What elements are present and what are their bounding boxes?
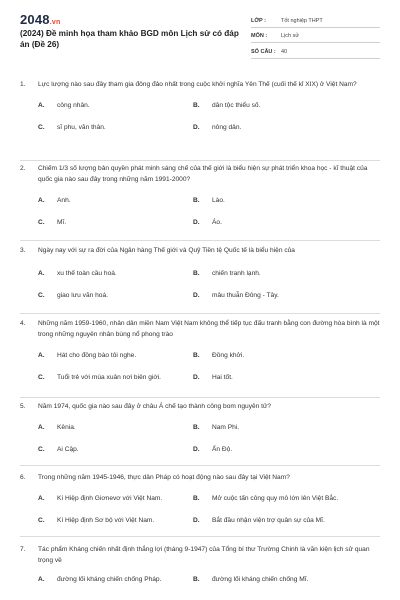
answer-option-a[interactable]: A. Kênia. (38, 423, 76, 431)
logo-main: 2048 (20, 12, 50, 27)
logo-suffix: .vn (49, 19, 61, 26)
question-text: Tác phẩm Kháng chiến nhất định thắng lợi (tháng 9-1947) của Tổng bí thư Trường Chinh là văn kiện lịch sử quan trọng về (38, 546, 370, 564)
question-text: Lực lượng nào sau đây tham gia đông đảo nhất trong cuộc khởi nghĩa Yên Thế (cuối thế kỉ XIX) ở Việt Nam? (38, 81, 357, 88)
answer-options (20, 572, 380, 586)
answer-option-a[interactable]: A. Hát cho đồng bào tôi nghe. (38, 351, 137, 359)
question-stem (20, 245, 380, 256)
question-item (20, 318, 380, 398)
question-number: 5. (20, 403, 26, 410)
question-text: Trong những năm 1945-1946, thực dân Pháp có hoạt động nào sau đây tại Việt Nam? (38, 474, 290, 481)
question-stem (20, 472, 380, 483)
site-logo[interactable] (20, 12, 60, 27)
question-number: 2. (20, 165, 26, 172)
question-number: 3. (20, 247, 26, 254)
answer-option-d[interactable]: D. Ấn Độ. (193, 445, 233, 453)
answer-options (20, 491, 380, 527)
question-item (20, 79, 380, 161)
answer-option-b[interactable]: B. Nam Phi. (193, 423, 240, 431)
answer-option-b[interactable]: B. Đồng khởi. (193, 351, 245, 359)
question-item (20, 472, 380, 537)
answer-option-b[interactable]: B. Mở cuộc tấn công quy mô lớn lên Việt Bắc. (193, 494, 339, 502)
question-number: 1. (20, 81, 26, 88)
question-stem (20, 544, 380, 566)
answer-option-c[interactable]: C. giao lưu văn hoá. (38, 291, 108, 299)
answer-option-a[interactable]: A. Kí Hiệp định Giơnevơ với Việt Nam. (38, 494, 163, 502)
question-item (20, 245, 380, 314)
question-stem (20, 163, 380, 185)
question-text: Những năm 1959-1960, nhân dân miền Nam Việt Nam không thể tiếp tục đấu tranh bằng con đường hòa bình là một trong những nguyên nhân bùng nổ phong trào (38, 320, 380, 338)
answer-option-c[interactable]: C. Ai Cập. (38, 445, 79, 453)
question-item (20, 544, 380, 600)
meta-value: Lịch sử (281, 33, 300, 39)
question-number: 6. (20, 474, 26, 481)
answer-option-c[interactable]: C. Kí Hiệp định Sơ bộ với Việt Nam. (38, 516, 155, 524)
meta-row-class (251, 12, 380, 28)
answer-options (20, 98, 380, 134)
question-number: 7. (20, 546, 26, 553)
answer-option-d[interactable]: D. Bắt đầu nhận viện trợ quân sự của Mĩ. (193, 516, 325, 524)
question-stem (20, 318, 380, 340)
meta-label: MÔN : (251, 33, 268, 39)
answer-option-d[interactable]: D. Hai tốt. (193, 373, 233, 381)
answer-option-c[interactable]: C. Tuổi trẻ với mùa xuân nơi biên giới. (38, 373, 161, 381)
answer-options (20, 420, 380, 456)
answer-options (20, 266, 380, 302)
question-stem (20, 401, 380, 412)
answer-option-b[interactable]: B. đường lối kháng chiến chống Mĩ. (193, 575, 309, 583)
page-title: (2024) Đề minh họa tham khảo BGD môn Lịch sử có đáp án (Đề 26) (20, 29, 239, 49)
meta-label: LỚP : (251, 17, 266, 24)
question-text: Chiếm 1/3 số lượng bản quyền phát minh sáng chế của thế giới là biểu hiện sự phát triển khoa học - kĩ thuật của quốc gia nào sau đây trong những năm 1991-2000? (38, 165, 368, 183)
answer-option-d[interactable]: D. Áo. (193, 218, 222, 226)
meta-label: SỐ CÂU : (251, 48, 276, 55)
answer-option-d[interactable]: D. mâu thuẫn Đông - Tây. (193, 291, 279, 299)
question-text: Ngày nay với sự ra đời của Ngân hàng Thế giới và Quỹ Tiền tệ Quốc tế là biểu hiện của (38, 247, 295, 254)
meta-value: Tốt nghiệp THPT (281, 17, 323, 24)
answer-option-a[interactable]: A. công nhân. (38, 101, 90, 109)
question-item (20, 163, 380, 241)
question-stem (20, 79, 380, 90)
answer-option-c[interactable]: C. Mĩ. (38, 218, 67, 226)
exam-meta (251, 12, 380, 59)
meta-row-subject (251, 28, 380, 44)
question-item (20, 401, 380, 466)
answer-option-a[interactable]: A. đường lối kháng chiến chống Pháp. (38, 575, 162, 583)
question-text: Năm 1974, quốc gia nào sau đây ở châu Á chế tạo thành công bom nguyên tử? (38, 403, 272, 410)
answer-option-d[interactable]: D. nông dân. (193, 123, 242, 131)
answer-option-c[interactable]: C. sĩ phu, văn thân. (38, 123, 106, 131)
answer-option-a[interactable]: A. xu thế toàn cầu hoá. (38, 269, 117, 277)
answer-options (20, 348, 380, 384)
answer-option-b[interactable]: B. Lào. (193, 196, 225, 204)
answer-options (20, 193, 380, 229)
answer-option-b[interactable]: B. dân tộc thiểu số. (193, 101, 261, 109)
page-header (0, 0, 400, 62)
meta-value: 40 (281, 48, 288, 55)
answer-option-b[interactable]: B. chiến tranh lạnh. (193, 269, 261, 277)
answer-option-a[interactable]: A. Anh. (38, 196, 71, 204)
question-number: 4. (20, 320, 26, 327)
meta-row-question-count (251, 43, 380, 59)
